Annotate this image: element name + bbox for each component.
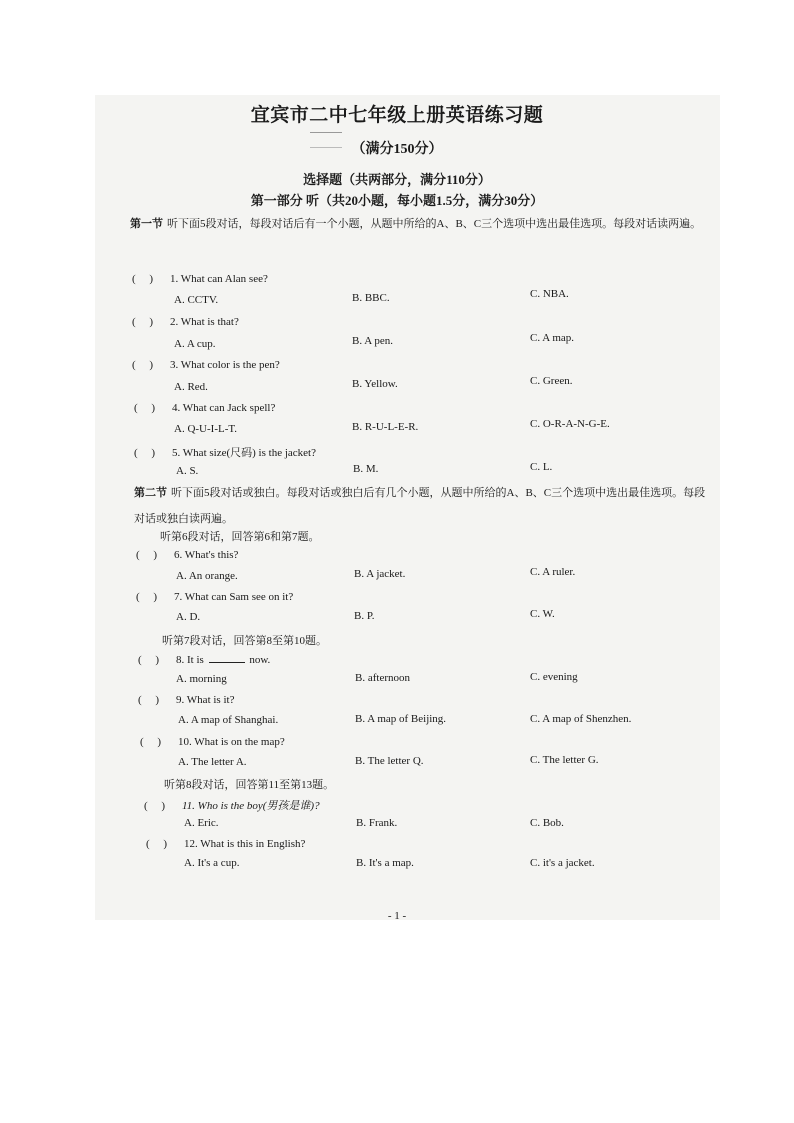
question-1 <box>132 273 268 285</box>
answer-blank[interactable]: ( ) <box>132 273 154 285</box>
option-b: B. Yellow. <box>352 378 398 390</box>
section1-instructions <box>130 211 710 237</box>
answer-blank[interactable]: ( ) <box>138 694 160 706</box>
question-text: 10. What is on the map? <box>178 736 285 748</box>
question-2 <box>132 316 239 328</box>
answer-blank[interactable]: ( ) <box>146 838 168 850</box>
question-text: 3. What color is the pen? <box>170 359 280 371</box>
question-text-pre: 8. It is <box>176 654 204 666</box>
section2-label: 第二节 <box>134 487 167 499</box>
option-b: B. BBC. <box>352 292 390 304</box>
instruction-dialogue-7: 听第7段对话，回答第8至第10题。 <box>162 635 327 647</box>
option-b: B. It's a map. <box>356 857 414 869</box>
question-text: 5. What size(尺码) is the jacket? <box>172 447 316 459</box>
question-12 <box>146 838 305 850</box>
option-a: A. D. <box>176 611 201 623</box>
page-number: - 1 - <box>387 910 407 922</box>
question-4 <box>134 402 275 414</box>
answer-blank[interactable]: ( ) <box>134 402 156 414</box>
option-c: C. it's a jacket. <box>530 857 595 869</box>
option-a: A. An orange. <box>176 570 238 582</box>
option-c: C. NBA. <box>530 288 569 300</box>
option-a: A. S. <box>176 465 199 477</box>
option-a: A. CCTV. <box>174 294 219 306</box>
answer-blank[interactable]: ( ) <box>138 654 160 666</box>
section1-text: 听下面5段对话，每段对话后有一个小题，从题中所给的A、B、C三个选项中选出最佳选项。每段对话读两遍。 <box>167 218 702 230</box>
option-b: B. A pen. <box>352 335 393 347</box>
question-text: 12. What is this in English? <box>184 838 306 850</box>
question-5 <box>134 444 316 460</box>
page-title: 宜宾市二中七年级上册英语练习题 <box>250 105 544 126</box>
question-text: 9. What is it? <box>176 694 235 706</box>
option-a: A. morning <box>176 673 227 685</box>
option-a: A. A map of Shanghai. <box>178 714 279 726</box>
option-b: B. M. <box>353 463 379 475</box>
answer-blank[interactable]: ( ) <box>134 447 156 459</box>
section-heading: 选择题（共两部分，满分110分） <box>303 172 491 187</box>
question-text: 1. What can Alan see? <box>170 273 268 285</box>
question-10 <box>140 736 285 748</box>
answer-blank[interactable]: ( ) <box>132 359 154 371</box>
option-a: A. The letter A. <box>178 756 247 768</box>
option-b: B. The letter Q. <box>355 755 424 767</box>
section1-label: 第一节 <box>130 218 163 230</box>
question-text: 6. What's this? <box>174 549 239 561</box>
answer-blank[interactable]: ( ) <box>140 736 162 748</box>
option-c: C. A ruler. <box>530 566 576 578</box>
option-b: B. Frank. <box>356 817 398 829</box>
option-c: C. L. <box>530 461 553 473</box>
instruction-dialogue-6: 听第6段对话，回答第6和第7题。 <box>160 531 320 543</box>
question-3 <box>132 359 280 371</box>
option-a: A. It's a cup. <box>184 857 240 869</box>
question-11 <box>144 797 320 813</box>
answer-blank[interactable]: ( ) <box>144 800 166 812</box>
option-c: C. The letter G. <box>530 754 599 766</box>
option-c: C. O-R-A-N-G-E. <box>530 418 610 430</box>
question-text: 11. Who is the boy(男孩是谁)? <box>182 800 320 812</box>
instruction-dialogue-8: 听第8段对话，回答第11至第13题。 <box>164 779 335 791</box>
option-b: B. P. <box>354 610 375 622</box>
option-c: C. Green. <box>530 375 573 387</box>
option-c: C. evening <box>530 671 578 683</box>
question-9 <box>138 694 234 706</box>
section2-instructions <box>134 480 710 532</box>
question-8 <box>138 653 270 666</box>
question-text: 7. What can Sam see on it? <box>174 591 294 603</box>
question-6 <box>136 549 238 561</box>
question-text-post: now. <box>249 654 271 666</box>
option-b: B. afternoon <box>355 672 410 684</box>
answer-blank[interactable]: ( ) <box>136 591 158 603</box>
option-a: A. Eric. <box>184 817 219 829</box>
section2-text: 听下面5段对话或独白。每段对话或独白后有几个小题，从题中所给的A、B、C三个选项中选出最佳选项。每段对话或独白读两遍。 <box>134 487 706 525</box>
fill-in-blank[interactable] <box>209 653 245 663</box>
option-a: A. A cup. <box>174 338 216 350</box>
option-a: A. Red. <box>174 381 208 393</box>
option-c: C. A map of Shenzhen. <box>530 713 632 725</box>
option-b: B. A jacket. <box>354 568 406 580</box>
part-heading: 第一部分 听（共20小题，每小题1.5分，满分30分） <box>250 193 544 208</box>
full-score: （满分150分） <box>351 142 443 157</box>
option-a: A. Q-U-I-L-T. <box>174 423 238 435</box>
question-text: 4. What can Jack spell? <box>172 402 276 414</box>
answer-blank[interactable]: ( ) <box>136 549 158 561</box>
question-7 <box>136 591 293 603</box>
answer-blank[interactable]: ( ) <box>132 316 154 328</box>
question-text: 2. What is that? <box>170 316 239 328</box>
option-c: C. W. <box>530 608 555 620</box>
option-c: C. A map. <box>530 332 575 344</box>
option-b: B. R-U-L-E-R. <box>352 421 419 433</box>
option-c: C. Bob. <box>530 817 564 829</box>
option-b: B. A map of Beijing. <box>355 713 447 725</box>
